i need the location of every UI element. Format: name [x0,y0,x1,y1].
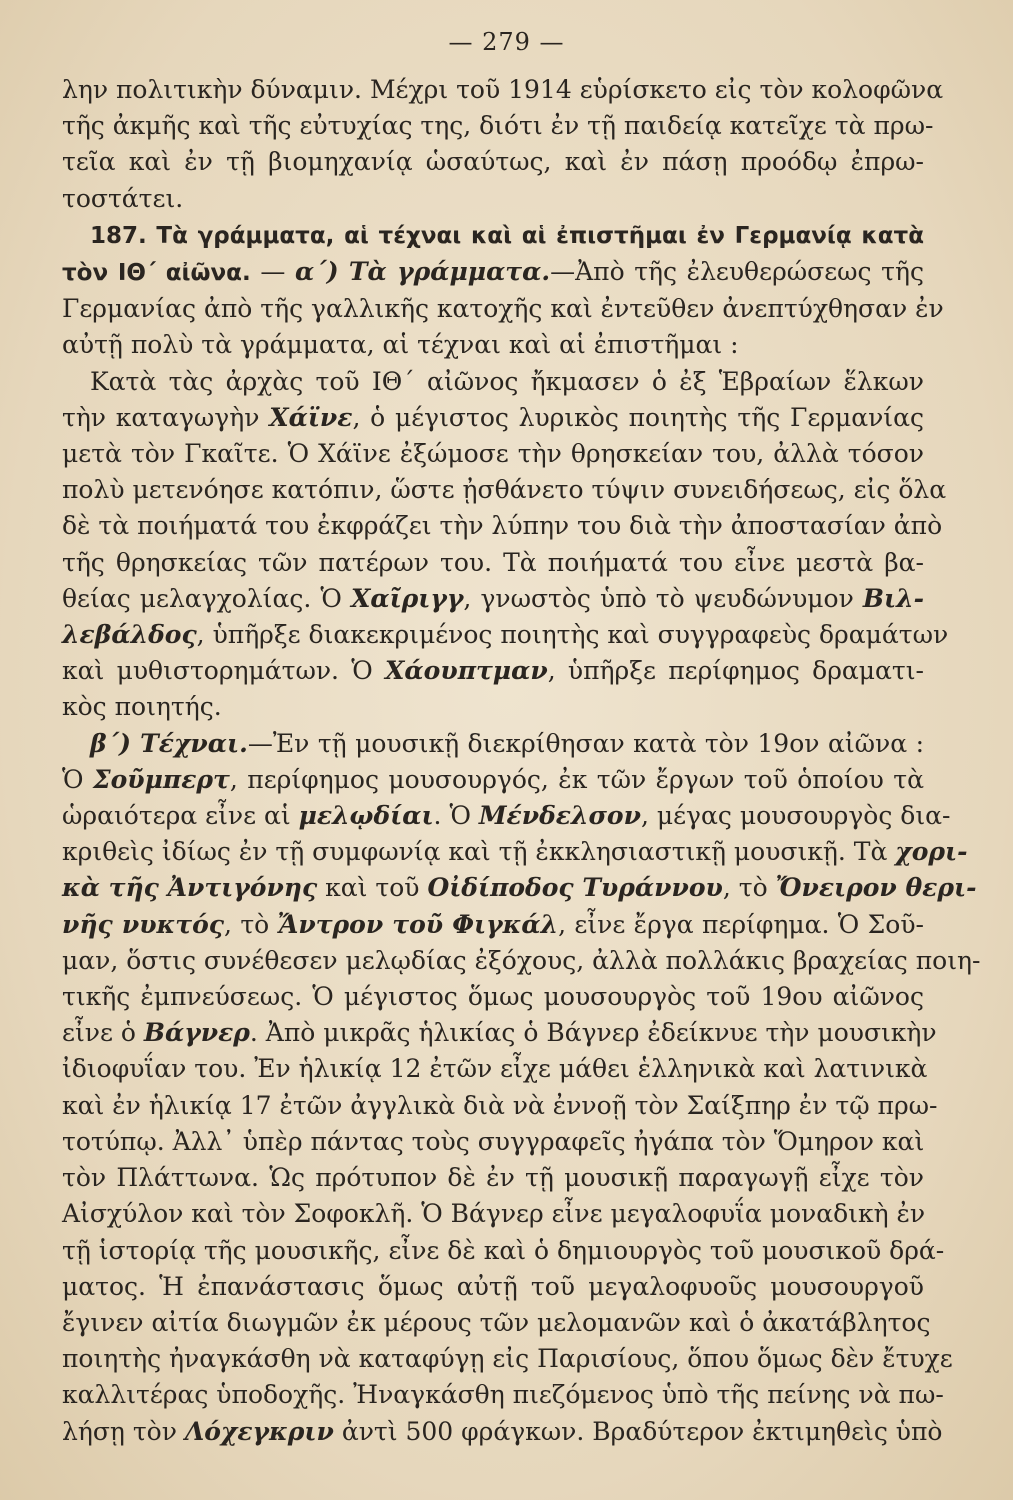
text-run: Αἰσχύλον καὶ τὸν Σοφοκλῆ. Ὁ Βάγνερ εἶνε μεγαλοφυΐα μοναδικὴ ἐν [62,1199,926,1229]
text-run: μαν, ὅστις συνέθεσεν μελῳδίας ἐξόχους, ἀλλὰ πολλάκις βραχείας ποιη- [62,945,981,975]
text-line [62,108,934,144]
text-line [62,254,924,291]
text-run: τεῖα καὶ ἐν τῇ βιομηχανίᾳ ὡσαύτως, καὶ ἐν πάσῃ προόδῳ ἐπρω- [62,147,924,177]
text-line [62,436,924,472]
text-run: ἰδιοφυΐαν του. Ἐν ἡλικίᾳ 12 ἐτῶν εἶχε μάθει ἑλληνικὰ καὶ λατινικὰ [62,1054,928,1084]
text-line [62,726,924,762]
text-run: τῇ ἱστορίᾳ τῆς μουσικῆς, εἶνε δὲ καὶ ὁ δημιουργὸς τοῦ μουσικοῦ δρά- [62,1235,945,1265]
text-run: ματος. Ἡ ἐπανάστασις ὅμως αὐτῇ τοῦ μεγαλοφυοῦς μουσουργοῦ [62,1271,924,1301]
emphasized-text: Μένδελσον [478,801,641,831]
text-run: — [250,257,295,287]
body-text [62,72,981,1450]
text-run: , ὑπῆρξε διακεκριμένος ποιητὴς καὶ συγγραφεὺς δραμάτων [196,620,949,650]
emphasized-text: Χάϊνε [269,402,353,432]
emphasized-text: Βιλ- [862,583,924,613]
text-run: τὴν καταγωγὴν [62,402,270,432]
text-line [62,581,924,617]
text-line [62,1377,944,1413]
emphasized-text: β΄) Τέχναι. [90,728,248,758]
text-run: , εἶνε ἔργα περίφημα. Ὁ Σοῦ- [558,909,924,939]
text-run: . Ὁ [433,801,479,831]
emphasized-text: μελῳδίαι [298,801,434,831]
text-line [62,364,924,400]
emphasized-text: Χάουπτμαν [385,656,548,686]
text-line [62,834,968,870]
text-run: , τὸ [722,873,776,903]
emphasized-text: Λόχεγκριν [184,1416,334,1446]
section-heading-text: τὸν ΙΘ΄ αἰῶνα. [62,260,251,287]
text-line [62,472,947,508]
text-run: —Ἀπὸ τῆς ἐλευθερώσεως τῆς [550,257,924,287]
text-run: τοστάτει. [62,183,184,213]
section-heading-text: 187. Τὰ γράμματα, αἱ τέχναι καὶ αἱ ἐπιστῆμαι ἐν Γερμανίᾳ κατὰ [90,222,924,249]
text-run: αὐτῇ πολὺ τὰ γράμματα, αἱ τέχναι καὶ αἱ ἐπιστῆμαι : [62,330,739,360]
text-line [62,144,924,180]
text-run: , ὑπῆρξε περίφημος δραματι- [547,656,924,686]
text-run: ἀντὶ 500 φράγκων. Βραδύτερον ἐκτιμηθεὶς ὑπὸ [333,1416,943,1446]
text-line [62,1051,928,1087]
text-line [62,217,924,254]
text-line [62,870,977,906]
emphasized-text: Οἰδίποδος Τυράννου [427,873,723,903]
text-line [62,1414,943,1450]
text-line [62,72,944,108]
text-line [62,400,924,436]
text-line [62,979,924,1015]
text-run: κὸς ποιητής. [62,692,222,722]
text-run: καὶ μυθιστορημάτων. Ὁ [62,656,386,686]
text-run: ποιητὴς ἠναγκάσθη νὰ καταφύγῃ εἰς Παρισίους, ὅπου ὅμως δὲν ἔτυχε [62,1344,953,1374]
text-run: λην πολιτικὴν δύναμιν. Μέχρι τοῦ 1914 εὑρίσκετο εἰς τὸν κολοφῶνα [62,75,944,104]
emphasized-text: χορι- [895,837,968,867]
emphasized-text: Σοῦμπερτ [92,764,230,794]
text-line [62,1305,931,1341]
text-line [62,327,924,363]
text-line [62,1088,938,1124]
text-run: τικῆς ἐμπνεύσεως. Ὁ μέγιστος ὅμως μουσουργὸς τοῦ 19ου αἰῶνος [62,982,924,1012]
text-line [62,1196,924,1232]
emphasized-text: κὰ τῆς Ἀντιγόνης [62,873,318,903]
emphasized-text: Χαῖριγγ [350,583,464,613]
text-line [62,762,924,798]
text-run: καλλιτέρας ὑποδοχῆς. Ἠναγκάσθη πιεζόμενος ὑπὸ τῆς πείνης νὰ πω- [62,1380,944,1410]
emphasized-text: Ἄντρον τοῦ Φιγκάλ [277,909,559,939]
text-line [62,689,924,725]
text-run: καὶ ἐν ἡλικίᾳ 17 ἐτῶν ἀγγλικὰ διὰ νὰ ἐννοῇ τὸν Σαίξπηρ ἐν τῷ πρω- [62,1090,938,1120]
text-run: ἔγινεν αἰτία διωγμῶν ἐκ μέρους τῶν μελομανῶν καὶ ὁ ἀκατάβλητος [62,1307,931,1337]
emphasized-text: Ὄνειρον θερι- [775,873,977,903]
text-run: καὶ τοῦ [317,873,428,903]
emphasized-text: α΄) Τὰ γράμματα. [294,257,551,287]
page-number: — 279 — [448,28,565,56]
text-run: λήσῃ τὸν [62,1416,185,1446]
text-run: μετὰ τὸν Γκαῖτε. Ὁ Χάϊνε ἐξώμοσε τὴν θρησκείαν του, ἀλλὰ τόσον [62,439,924,469]
text-line [62,508,943,544]
text-line [62,1269,924,1305]
emphasized-text: νῆς νυκτός [62,909,225,939]
text-line [62,617,949,653]
text-line [62,1015,937,1051]
text-run: τῆς ἀκμῆς καὶ τῆς εὐτυχίας της, διότι ἐν τῇ παιδείᾳ κατεῖχε τὰ πρω- [62,111,934,141]
text-run: , ὁ μέγιστος λυρικὸς ποιητὴς τῆς Γερμανίας [352,402,924,432]
text-run: τὸν Πλάττωνα. Ὡς πρότυπον δὲ ἐν τῇ μουσικῇ παραγωγῇ εἶχε τὸν [62,1163,924,1193]
text-run: . Ἀπὸ μικρᾶς ἡλικίας ὁ Βάγνερ ἐδείκνυε τὴν μουσικὴν [249,1018,937,1048]
text-line [62,907,924,943]
text-run: —Ἐν τῇ μουσικῇ διεκρίθησαν κατὰ τὸν 19ον αἰῶνα : [247,728,925,758]
text-run: , μέγας μουσουργὸς δια- [640,801,951,831]
text-run: τοτύπῳ. Ἀλλ᾽ ὑπὲρ πάντας τοὺς συγγραφεῖς ἠγάπα τὸν Ὅμηρον καὶ [62,1126,925,1156]
text-run: ὡραιότερα εἶνε αἱ [62,801,299,831]
text-run: εἶνε ὁ [62,1018,144,1048]
text-line [62,1233,945,1269]
text-line [62,943,981,979]
text-line [62,1160,924,1196]
text-run: τῆς θρησκείας τῶν πατέρων του. Τὰ ποιήματά του εἶνε μεστὰ βα- [62,547,924,577]
text-run: δὲ τὰ ποιήματά του ἐκφράζει τὴν λύπην του διὰ τὴν ἀποστασίαν ἀπὸ [62,511,943,541]
text-line [62,291,944,327]
text-run: θείας μελαγχολίας. Ὁ [62,583,351,613]
text-line [62,653,924,689]
emphasized-text: Βάγνερ [143,1018,250,1048]
emphasized-text: λεβάλδος [62,620,197,650]
text-run: Κατὰ τὰς ἀρχὰς τοῦ ΙΘ΄ αἰῶνος ἤκμασεν ὁ ἐξ Ἑβραίων ἕλκων [90,366,924,396]
text-line [62,181,924,217]
text-run: , γνωστὸς ὑπὸ τὸ ψευδώνυμον [463,583,863,613]
text-run: Γερμανίας ἀπὸ τῆς γαλλικῆς κατοχῆς καὶ ἐντεῦθεν ἀνεπτύχθησαν ἐν [62,294,944,324]
text-run: κριθεὶς ἰδίως ἐν τῇ συμφωνίᾳ καὶ τῇ ἐκκλησιαστικῇ μουσικῇ. Τὰ [62,837,896,867]
text-line [62,545,924,581]
text-run: Ὁ [62,764,93,794]
text-line [62,1341,953,1377]
text-run: , τὸ [224,909,278,939]
text-line [62,798,951,834]
text-run: , περίφημος μουσουργός, ἐκ τῶν ἔργων τοῦ ὁποίου τὰ [229,764,924,794]
text-run: πολὺ μετενόησε κατόπιν, ὥστε ᾐσθάνετο τύψιν συνειδήσεως, εἰς ὅλα [62,475,947,505]
text-line [62,1124,924,1160]
